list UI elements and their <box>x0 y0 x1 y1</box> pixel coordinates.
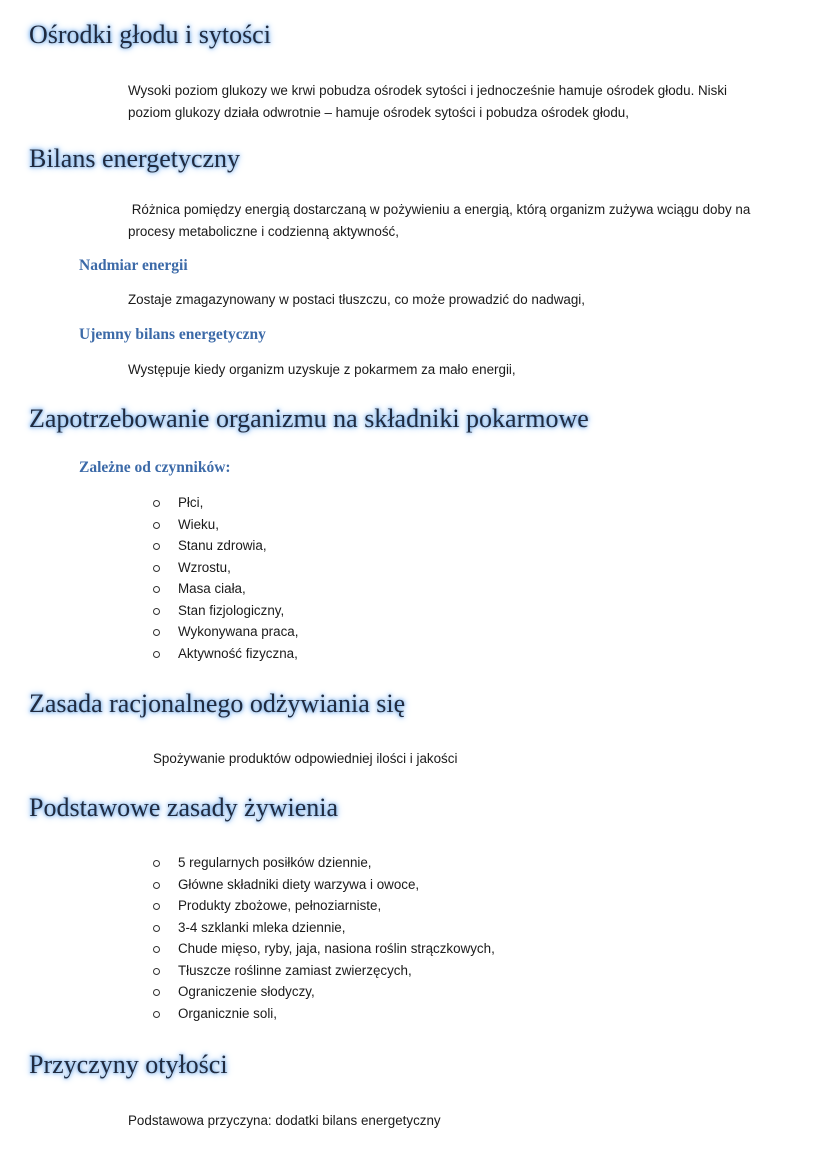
circle-bullet-icon <box>153 608 160 615</box>
list-item-text: 5 regularnych posiłków dziennie, <box>178 855 372 870</box>
factors-list <box>150 492 298 664</box>
heading-przyczyny: Przyczyny otyłości <box>29 1050 228 1079</box>
list-item <box>150 938 495 960</box>
list-item-text: Wzrostu, <box>178 559 231 575</box>
paragraph-ujemny: Występuje kiedy organizm uzyskuje z pokarmem za mało energii, <box>128 362 516 377</box>
subheading-nadmiar: Nadmiar energii <box>79 257 188 274</box>
circle-bullet-icon <box>153 925 160 932</box>
circle-bullet-icon <box>153 500 160 507</box>
list-item <box>150 578 298 600</box>
heading-zapotrzebowanie: Zapotrzebowanie organizmu na składniki pokarmowe <box>29 404 589 433</box>
circle-bullet-icon <box>153 989 160 996</box>
rules-list <box>150 852 495 1024</box>
list-item-text: Chude mięso, ryby, jaja, nasiona roślin strączkowych, <box>178 941 495 956</box>
circle-bullet-icon <box>153 565 160 572</box>
list-item-text: Produkty zbożowe, pełnoziarniste, <box>178 898 382 913</box>
circle-bullet-icon <box>153 946 160 953</box>
list-item-text: Wieku, <box>178 516 219 532</box>
list-item-text: Aktywność fizyczna, <box>178 645 298 661</box>
list-item <box>150 960 495 982</box>
paragraph-przyczyny: Podstawowa przyczyna: dodatki bilans energetyczny <box>128 1113 441 1128</box>
list-item <box>150 514 298 536</box>
list-item-text: 3-4 szklanki mleka dziennie, <box>178 919 346 935</box>
subheading-ujemny: Ujemny bilans energetyczny <box>79 326 266 343</box>
list-item <box>150 874 495 896</box>
list-item <box>150 917 495 939</box>
circle-bullet-icon <box>153 968 160 975</box>
list-item-text: Płci, <box>178 495 204 510</box>
circle-bullet-icon <box>153 903 160 910</box>
circle-bullet-icon <box>153 543 160 550</box>
circle-bullet-icon <box>153 882 160 889</box>
list-item-text: Główne składniki diety warzywa i owoce, <box>178 876 420 892</box>
list-item <box>150 557 298 579</box>
list-item-text: Tłuszcze roślinne zamiast zwierzęcych, <box>178 962 412 978</box>
circle-bullet-icon <box>153 651 160 658</box>
circle-bullet-icon <box>153 1011 160 1018</box>
paragraph-nadmiar: Zostaje zmagazynowany w postaci tłuszczu, co może prowadzić do nadwagi, <box>128 292 585 307</box>
list-item <box>150 492 298 514</box>
circle-bullet-icon <box>153 586 160 593</box>
circle-bullet-icon <box>153 522 160 529</box>
heading-osrodki: Ośrodki głodu i sytości <box>29 20 271 49</box>
paragraph-zasada: Spożywanie produktów odpowiedniej ilości i jakości <box>153 751 458 766</box>
list-item-text: Stan fizjologiczny, <box>178 602 285 618</box>
list-item-text: Stanu zdrowia, <box>178 538 267 553</box>
circle-bullet-icon <box>153 629 160 636</box>
heading-podstawowe-zasady: Podstawowe zasady żywienia <box>29 793 339 822</box>
heading-zasada: Zasada racjonalnego odżywiania się <box>29 689 406 718</box>
list-item <box>150 600 298 622</box>
list-item-text: Ograniczenie słodyczy, <box>178 984 315 999</box>
list-item <box>150 981 495 1003</box>
list-item <box>150 1003 495 1025</box>
list-item-text: Masa ciała, <box>178 581 246 596</box>
list-item <box>150 852 495 874</box>
paragraph-osrodki: Wysoki poziom glukozy we krwi pobudza ośrodek sytości i jednocześnie hamuje ośrodek głodu. Niski poziom glukozy działa odwrotnie – hamuje ośrodek sytości i pobudza ośrodek głodu, <box>128 83 728 120</box>
paragraph-bilans: Różnica pomiędzy energią dostarczaną w pożywieniu a energią, którą organizm zużywa wciągu doby na procesy metaboliczne i codzienną aktywność, <box>128 202 758 239</box>
list-item <box>150 643 298 665</box>
list-item <box>150 535 298 557</box>
subheading-czynniki: Zależne od czynników: <box>79 459 231 476</box>
list-item-text: Organicznie soli, <box>178 1005 277 1021</box>
list-item <box>150 895 495 917</box>
list-item <box>150 621 298 643</box>
heading-bilans: Bilans energetyczny <box>29 144 241 173</box>
circle-bullet-icon <box>153 860 160 867</box>
list-item-text: Wykonywana praca, <box>178 624 299 639</box>
